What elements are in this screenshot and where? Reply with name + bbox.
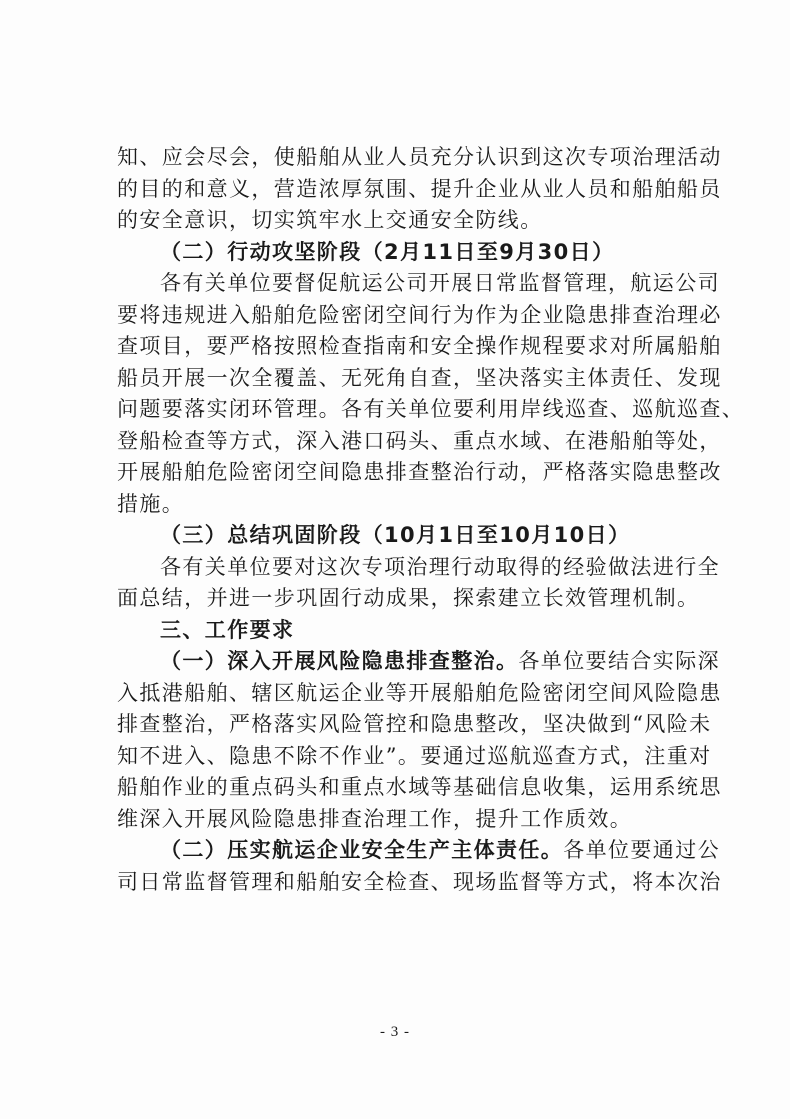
section-heading: （一）深入开展风险隐患排查整治。: [160, 649, 519, 673]
line-text: 各有关单位要督促航运公司开展日常监督管理，航运公司: [160, 271, 720, 295]
line-text: 面总结，并进一步巩固行动成果，探索建立长效管理机制。: [117, 586, 700, 610]
document-body: [117, 142, 745, 898]
text-line: [117, 489, 677, 521]
text-line: [117, 615, 677, 647]
text-line: [117, 300, 722, 332]
text-line: [117, 835, 721, 867]
text-line: [117, 678, 722, 710]
text-line: [117, 394, 745, 426]
section-heading: （三）总结巩固阶段（10月1日至10月10日）: [160, 523, 631, 547]
line-text: 船员开展一次全覆盖、无死角自查，坚决落实主体责任、发现: [117, 365, 722, 390]
line-text: 知不进入、隐患不除不作业”。要通过巡航巡查方式，注重对: [117, 743, 712, 768]
line-text: 登船检查等方式，深入港口码头、重点水域、在港船舶等处，: [117, 428, 722, 453]
line-text: 开展船舶危险密闭空间隐患排查整治行动，严格落实隐患整改: [117, 460, 722, 484]
text-line: [117, 741, 712, 773]
text-line: [117, 142, 722, 174]
text-line: [117, 867, 722, 899]
text-line: [117, 709, 712, 741]
page-number: - 3 -: [380, 1024, 410, 1040]
line-text: 的目的和意义，营造浓厚氛围、提升企业从业人员和船舶船员: [117, 176, 722, 201]
text-line: [117, 804, 677, 836]
text-line: [117, 552, 720, 584]
line-text: 各单位要结合实际深: [518, 649, 721, 673]
text-line: [117, 426, 722, 458]
text-line: [117, 205, 677, 237]
text-line: [117, 331, 722, 363]
line-text: 司日常监督管理和船舶安全检查、现场监督等方式，将本次治: [117, 869, 722, 894]
text-line: [117, 772, 722, 804]
text-line: [117, 646, 721, 678]
text-line: [117, 520, 677, 552]
line-text: 船舶作业的重点码头和重点水域等基础信息收集，运用系统思: [117, 775, 722, 799]
line-text: 知、应会尽会，使船舶从业人员充分认识到这次专项治理活动: [117, 145, 722, 169]
text-line: [117, 237, 677, 269]
text-line: [117, 583, 700, 615]
line-text: 各单位要通过公: [563, 838, 721, 862]
section-heading: 三、工作要求: [160, 617, 295, 642]
section-heading: （二）行动攻坚阶段（2月11日至9月30日）: [160, 239, 615, 264]
section-heading: （二）压实航运企业安全生产主体责任。: [160, 838, 564, 862]
text-line: [117, 174, 722, 206]
line-text: 要将违规进入船舶危险密闭空间行为作为企业隐患排查治理必: [117, 302, 722, 327]
line-text: 入抵港船舶、辖区航运企业等开展船舶危险密闭空间风险隐患: [117, 680, 722, 705]
line-text: 排查整治，严格落实风险管控和隐患整改，坚决做到“风险未: [117, 712, 712, 736]
line-text: 维深入开展风险隐患排查治理工作，提升工作质效。: [117, 806, 633, 831]
text-line: [117, 268, 720, 300]
line-text: 查项目，要严格按照检查指南和安全操作规程要求对所属船舶: [117, 334, 722, 358]
line-text: 问题要落实闭环管理。各有关单位要利用岸线巡查、巡航巡查、: [117, 397, 745, 421]
line-text: 各有关单位要对这次专项治理行动取得的经验做法进行全: [160, 554, 720, 579]
line-text: 的安全意识，切实筑牢水上交通安全防线。: [117, 208, 543, 232]
line-text: 措施。: [117, 491, 185, 516]
text-line: [117, 457, 722, 489]
text-line: [117, 363, 722, 395]
